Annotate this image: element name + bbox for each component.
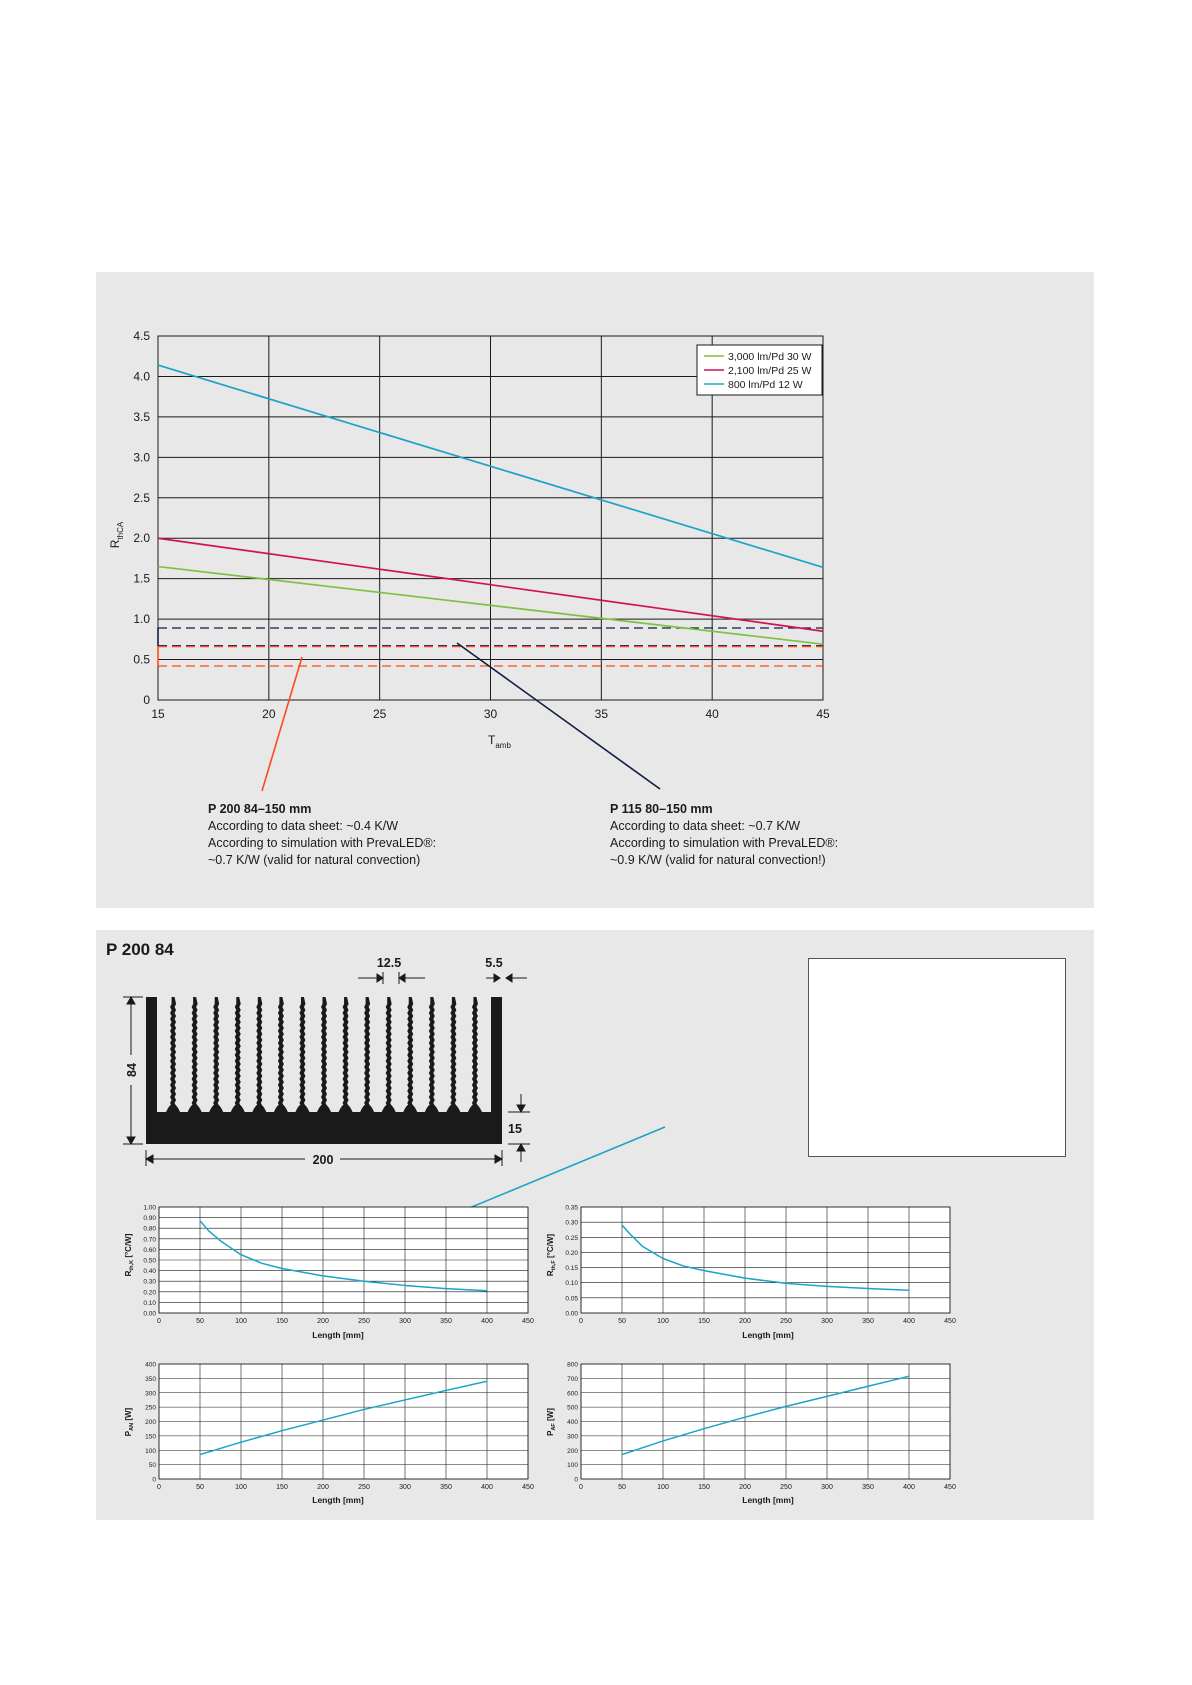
legend-label: 3,000 lm/Pd 30 W xyxy=(728,351,812,363)
x-tick-label: 450 xyxy=(522,1484,534,1491)
y-tick-label: 2.0 xyxy=(133,531,150,546)
x-tick-label: 200 xyxy=(739,1484,751,1491)
x-tick-label: 100 xyxy=(235,1318,247,1325)
x-tick-label: 300 xyxy=(821,1484,833,1491)
y-tick-label: 4.5 xyxy=(133,329,150,343)
y-tick-label: 250 xyxy=(145,1404,156,1412)
y-tick-label: 4.0 xyxy=(133,369,150,384)
dimension-base: 15 xyxy=(508,1122,522,1136)
y-tick-label: 0.30 xyxy=(143,1278,156,1286)
legend-label: 800 lm/Pd 12 W xyxy=(728,379,803,391)
y-tick-label: 300 xyxy=(145,1390,156,1398)
y-tick-label: 0 xyxy=(152,1476,156,1484)
y-axis-label-unit: [°C/W] xyxy=(546,1233,555,1261)
y-axis-label-main: R xyxy=(108,539,122,549)
x-tick-label: 150 xyxy=(276,1318,288,1325)
x-tick-label: 150 xyxy=(698,1484,710,1491)
x-tick-label: 200 xyxy=(317,1318,329,1325)
y-tick-label: 0 xyxy=(143,693,150,707)
y-tick-label: 200 xyxy=(567,1447,578,1455)
y-axis-label-main: P xyxy=(546,1430,555,1436)
legend-label: 2,100 lm/Pd 25 W xyxy=(728,365,812,377)
x-tick-label: 45 xyxy=(816,707,830,721)
y-axis-label-sub: th,F xyxy=(551,1260,557,1271)
y-tick-label: 0 xyxy=(574,1476,578,1484)
y-tick-label: 0.5 xyxy=(133,652,150,667)
x-tick-label: 100 xyxy=(657,1318,669,1325)
note-line: ~0.9 K/W (valid for natural convection!) xyxy=(610,853,826,867)
y-tick-label: 0.90 xyxy=(143,1215,156,1223)
x-tick-label: 100 xyxy=(235,1484,247,1491)
x-tick-label: 450 xyxy=(944,1318,956,1325)
y-axis-label-unit: [°C/W] xyxy=(124,1233,133,1260)
y-tick-label: 500 xyxy=(567,1404,578,1412)
x-tick-label: 200 xyxy=(739,1318,751,1325)
x-axis-label: Length [mm] xyxy=(742,1330,794,1340)
y-tick-label: 1.0 xyxy=(133,612,150,627)
x-tick-label: 50 xyxy=(196,1484,204,1491)
y-tick-label: 2.5 xyxy=(133,490,150,505)
x-tick-label: 20 xyxy=(262,707,276,721)
y-axis-label xyxy=(124,1233,135,1276)
x-tick-label: 250 xyxy=(780,1318,792,1325)
note-line: According to data sheet: ~0.4 K/W xyxy=(208,819,399,833)
x-tick-label: 400 xyxy=(481,1484,493,1491)
y-tick-label: 100 xyxy=(145,1447,156,1455)
x-tick-label: 450 xyxy=(944,1484,956,1491)
y-tick-label: 0.20 xyxy=(143,1289,156,1297)
x-tick-label: 50 xyxy=(618,1318,626,1325)
product-title: P 200 84 xyxy=(106,940,174,959)
y-tick-label: 400 xyxy=(145,1361,156,1369)
note-line: According to simulation with PrevaLED®: xyxy=(208,836,437,850)
y-tick-label: 300 xyxy=(567,1433,578,1441)
x-tick-label: 0 xyxy=(157,1318,161,1325)
y-tick-label: 0.70 xyxy=(143,1236,156,1244)
x-tick-label: 40 xyxy=(705,707,719,721)
x-tick-label: 300 xyxy=(399,1318,411,1325)
paf-chart xyxy=(567,1362,956,1492)
y-tick-label: 400 xyxy=(567,1419,578,1426)
x-tick-label: 250 xyxy=(780,1484,792,1491)
y-axis-label xyxy=(124,1407,135,1436)
x-tick-label: 400 xyxy=(903,1484,915,1491)
y-tick-label: 0.25 xyxy=(565,1234,578,1242)
y-axis-label-main: R xyxy=(546,1270,555,1277)
y-tick-label: 0.35 xyxy=(565,1204,578,1212)
x-tick-label: 150 xyxy=(276,1484,288,1491)
y-axis-label-unit: [W] xyxy=(124,1407,133,1423)
x-tick-label: 300 xyxy=(821,1318,833,1325)
y-tick-label: 0.20 xyxy=(565,1249,578,1257)
y-axis-label-sub: thCA xyxy=(116,521,125,540)
y-tick-label: 150 xyxy=(145,1433,156,1441)
x-tick-label: 0 xyxy=(579,1318,583,1325)
y-tick-label: 0.00 xyxy=(565,1310,578,1318)
y-tick-label: 0.40 xyxy=(143,1268,156,1276)
x-tick-label: 400 xyxy=(903,1318,915,1325)
note-line: According to simulation with PrevaLED®: xyxy=(610,836,839,850)
dimension-height: 84 xyxy=(125,1063,139,1077)
x-tick-label: 350 xyxy=(440,1318,452,1325)
note-line: According to data sheet: ~0.7 K/W xyxy=(610,819,801,833)
x-tick-label: 300 xyxy=(399,1484,411,1491)
x-tick-label: 450 xyxy=(522,1318,534,1325)
y-tick-label: 3.0 xyxy=(133,450,150,465)
x-tick-label: 15 xyxy=(151,707,165,721)
x-axis-label: Length [mm] xyxy=(312,1330,364,1340)
y-tick-label: 1.5 xyxy=(133,571,150,586)
x-tick-label: 350 xyxy=(862,1318,874,1325)
x-tick-label: 150 xyxy=(698,1318,710,1325)
x-tick-label: 250 xyxy=(358,1318,370,1325)
x-tick-label: 250 xyxy=(358,1484,370,1491)
dimension-width: 200 xyxy=(312,1153,334,1167)
y-tick-label: 0.00 xyxy=(143,1310,156,1318)
x-tick-label: 100 xyxy=(657,1484,669,1491)
dimension-edge: 5.5 xyxy=(485,956,503,970)
dimension-pitch: 12.5 xyxy=(376,956,402,970)
x-tick-label: 350 xyxy=(862,1484,874,1491)
y-axis-label-unit: [W] xyxy=(546,1408,555,1424)
y-tick-label: 0.50 xyxy=(143,1257,156,1265)
y-tick-label: 700 xyxy=(567,1375,578,1383)
y-axis-label-sub: AF xyxy=(551,1423,557,1431)
rthf-chart xyxy=(565,1205,956,1326)
y-tick-label: 0.80 xyxy=(143,1225,156,1233)
x-tick-label: 50 xyxy=(196,1318,204,1325)
y-tick-label: 600 xyxy=(567,1390,578,1398)
x-tick-label: 350 xyxy=(440,1484,452,1491)
y-axis-label xyxy=(546,1234,557,1277)
note-title: P 115 80–150 mm xyxy=(610,802,713,816)
y-tick-label: 200 xyxy=(145,1419,156,1426)
x-axis-label-main: T xyxy=(488,733,496,747)
y-axis-label-sub: th,K xyxy=(129,1259,135,1271)
x-tick-label: 200 xyxy=(317,1484,329,1491)
y-tick-label: 0.15 xyxy=(565,1265,578,1273)
y-tick-label: 50 xyxy=(148,1462,156,1470)
y-tick-label: 0.30 xyxy=(565,1219,578,1227)
y-axis-label-main: R xyxy=(124,1270,133,1277)
y-axis-label-sub: AN xyxy=(129,1422,135,1431)
plot-area xyxy=(581,1207,950,1313)
y-tick-label: 0.10 xyxy=(565,1280,578,1288)
y-axis-label xyxy=(546,1408,557,1436)
y-tick-label: 0.05 xyxy=(565,1295,578,1303)
pan-chart xyxy=(145,1362,534,1492)
x-tick-label: 400 xyxy=(481,1318,493,1325)
y-tick-label: 3.5 xyxy=(133,409,150,424)
y-tick-label: 1.00 xyxy=(143,1204,156,1212)
y-tick-label: 350 xyxy=(145,1375,156,1383)
x-tick-label: 0 xyxy=(157,1484,161,1491)
rthk-chart xyxy=(143,1205,534,1326)
x-axis-label: Length [mm] xyxy=(742,1495,794,1505)
y-axis-label-main: P xyxy=(124,1430,133,1437)
x-tick-label: 50 xyxy=(618,1484,626,1491)
y-tick-label: 800 xyxy=(567,1361,578,1369)
x-tick-label: 35 xyxy=(594,707,609,721)
note-title: P 200 84–150 mm xyxy=(208,802,312,816)
x-tick-label: 30 xyxy=(483,707,498,721)
y-tick-label: 100 xyxy=(567,1462,578,1470)
x-axis-label-sub: amb xyxy=(495,741,511,750)
y-tick-label: 0.10 xyxy=(143,1299,156,1307)
x-tick-label: 0 xyxy=(579,1484,583,1491)
y-tick-label: 0.60 xyxy=(143,1246,156,1254)
x-tick-label: 25 xyxy=(372,707,387,721)
x-axis-label: Length [mm] xyxy=(312,1495,364,1505)
note-line: ~0.7 K/W (valid for natural convection) xyxy=(208,853,421,867)
